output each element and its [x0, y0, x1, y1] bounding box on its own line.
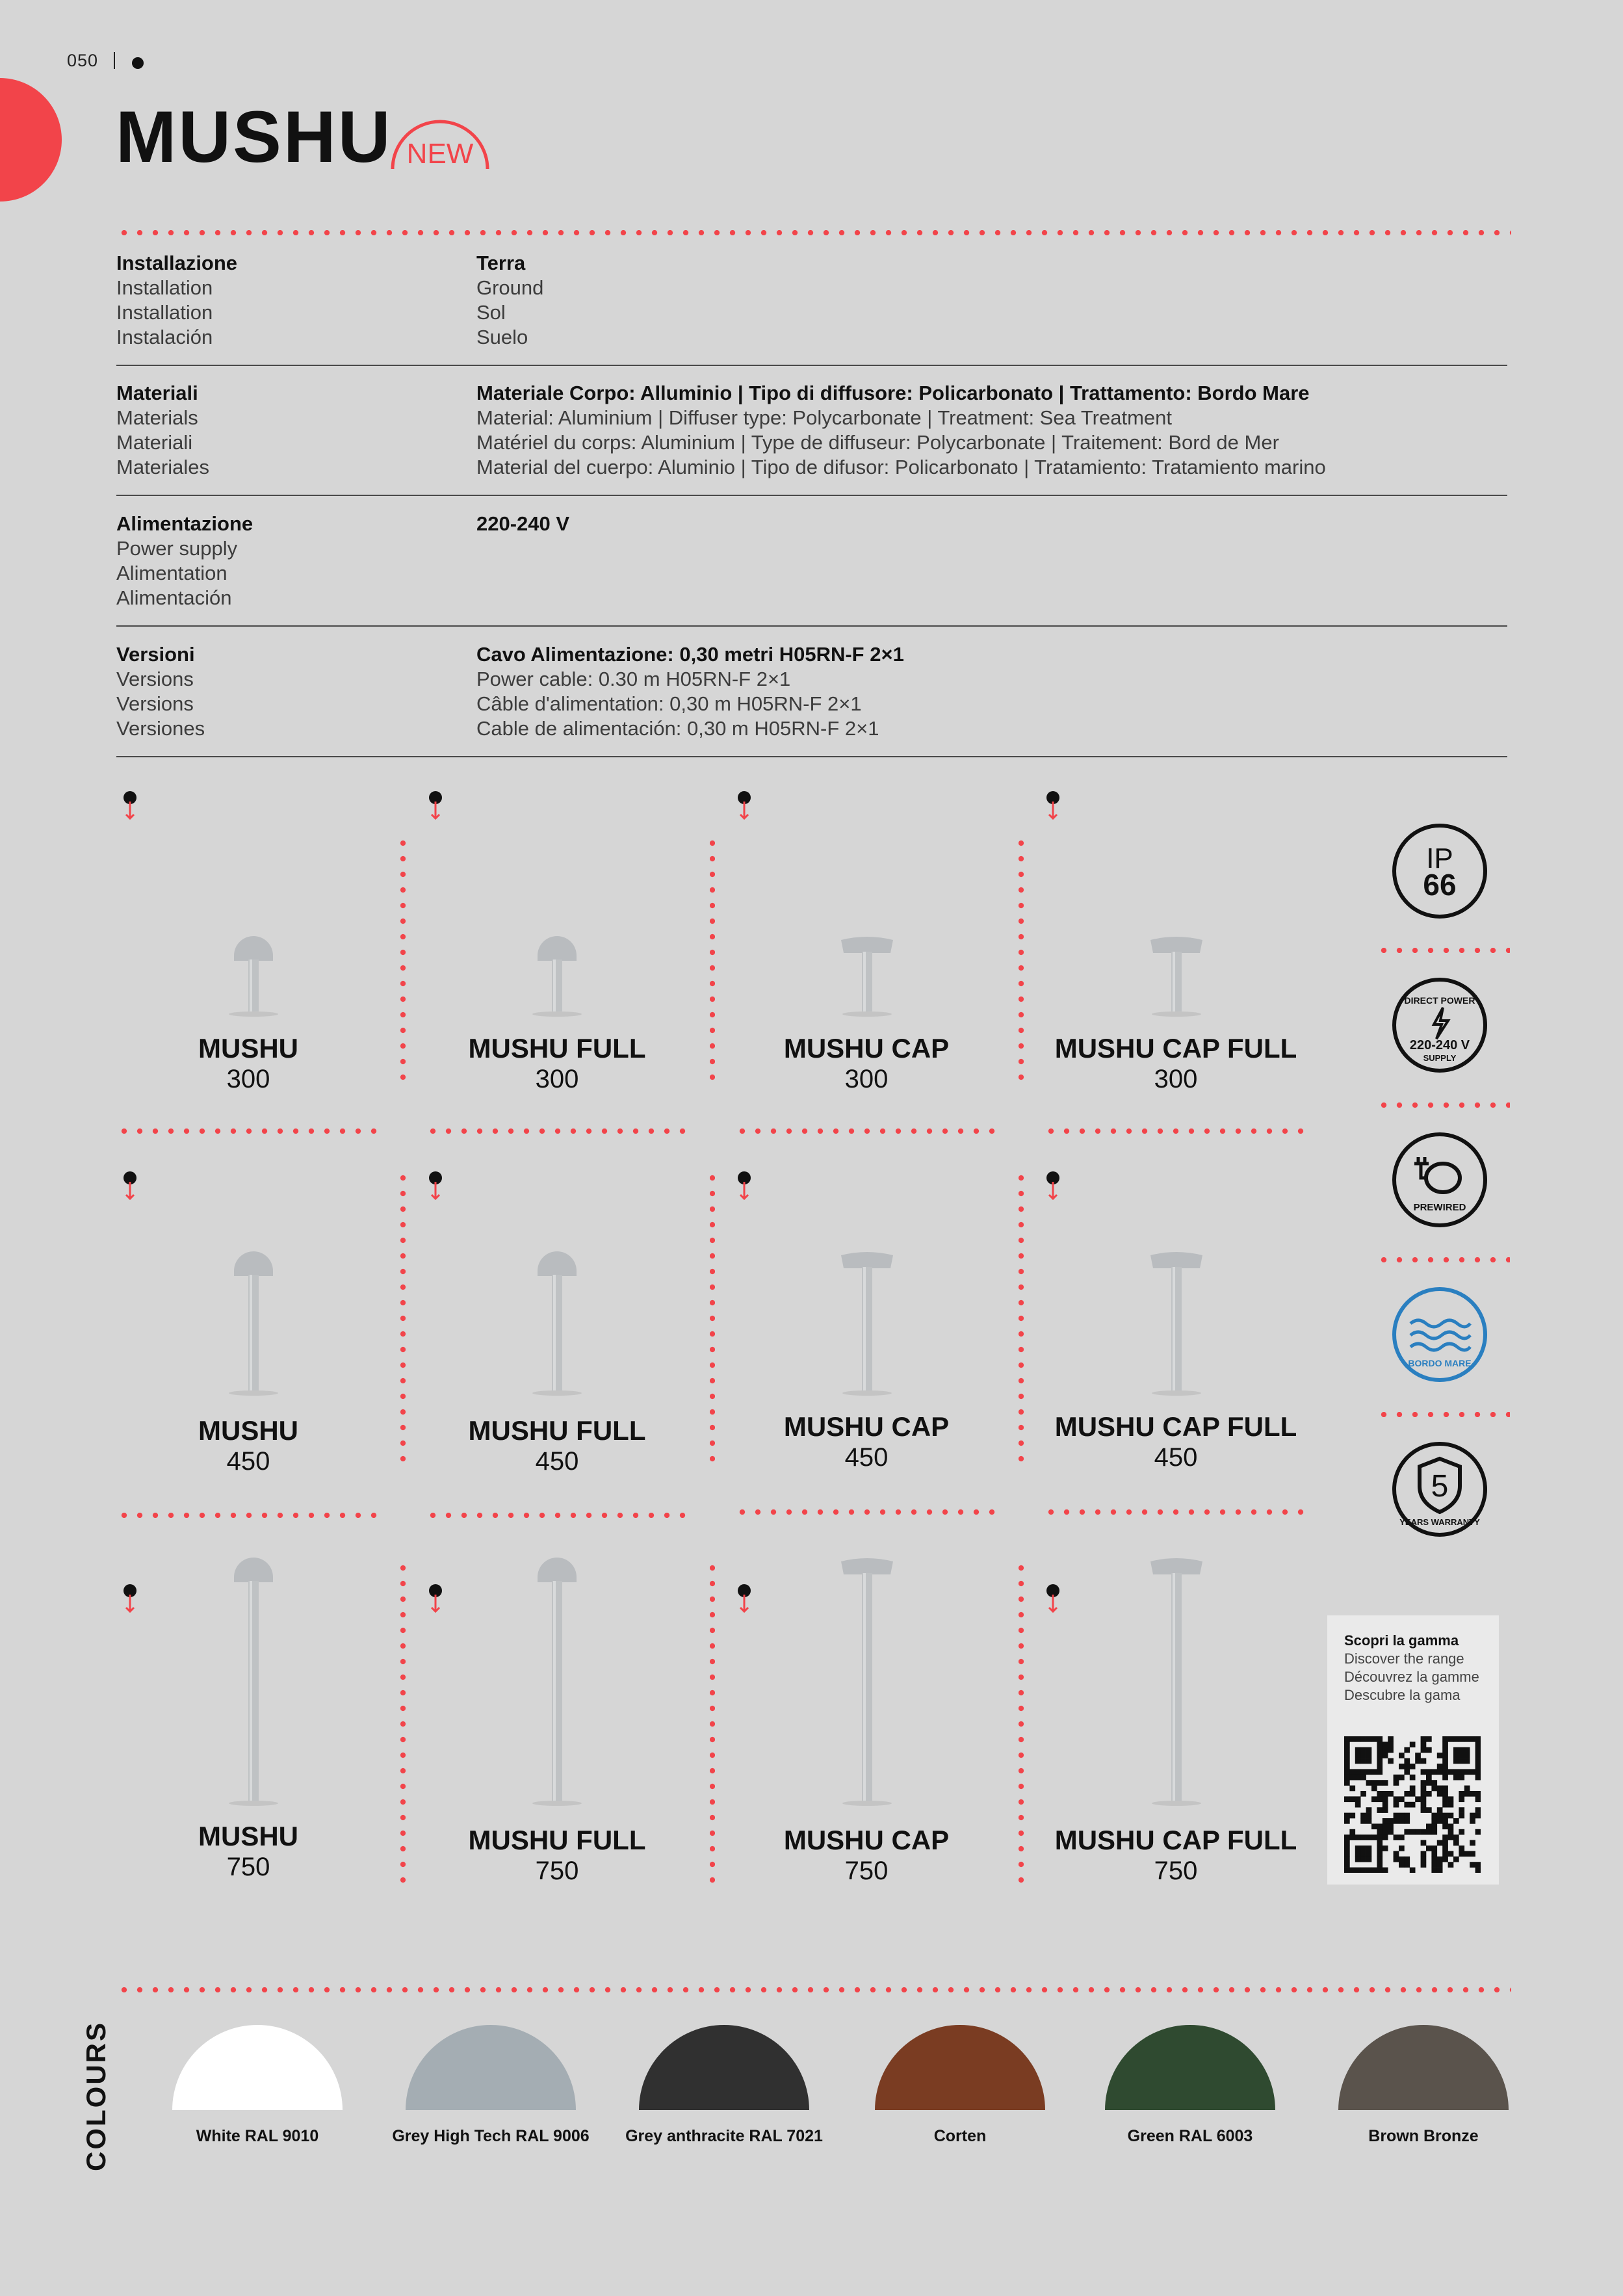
new-badge: NEW	[406, 138, 474, 170]
product-card	[125, 1416, 372, 1477]
section-divider	[116, 1987, 1511, 1992]
page-divider	[114, 52, 115, 69]
spec-labels: Installazione Installation Installation Instalación	[116, 252, 238, 348]
swatch-grey-anthracite	[639, 2025, 809, 2110]
product-image-mushu-cap-450	[828, 1238, 906, 1398]
swatch-brown-bronze	[1338, 2025, 1509, 2110]
spec-row-power	[116, 512, 1507, 627]
spec-values: Terra Ground Sol Suelo	[476, 252, 544, 348]
product-card	[743, 1034, 990, 1095]
ground-install-icon	[426, 790, 445, 822]
grid-divider	[400, 835, 406, 1089]
colour-label: White RAL 9010	[196, 2127, 319, 2145]
product-name: MUSHU FULL	[468, 1415, 646, 1446]
product-card	[743, 1412, 990, 1473]
colour-label: Green RAL 6003	[1127, 2127, 1253, 2145]
product-size: 450	[535, 1447, 579, 1476]
product-image-mushu-300	[214, 923, 292, 1021]
colour-label: Grey High Tech RAL 9006	[392, 2127, 590, 2145]
product-image-mushu-full-300	[518, 923, 596, 1021]
product-image-mushu-cap-750	[828, 1541, 906, 1807]
qr-caption: Scopri la gamma Discover the range Découvrez la gamme Descubre la gama	[1344, 1632, 1479, 1703]
product-card	[743, 1825, 990, 1886]
bordo-mare-icon	[1391, 1286, 1488, 1383]
ground-install-icon	[426, 1583, 445, 1615]
spec-labels: Materiali Materials Materiali Materiales	[116, 382, 209, 478]
colour-label: Corten	[933, 2127, 987, 2145]
grid-divider	[1043, 1509, 1310, 1515]
product-name: MUSHU CAP FULL	[1054, 1825, 1297, 1855]
product-size: 750	[226, 1853, 270, 1881]
grid-divider	[1019, 1170, 1024, 1469]
qr-code-icon[interactable]	[1344, 1736, 1481, 1873]
grid-divider	[425, 1513, 692, 1518]
product-size: 450	[844, 1443, 889, 1472]
swatch-grey-high-tech	[406, 2025, 576, 2110]
colour-label: Grey anthracite RAL 7021	[625, 2127, 823, 2145]
ground-install-icon	[121, 1170, 139, 1203]
product-size: 450	[226, 1447, 270, 1476]
grid-divider	[400, 1560, 406, 1885]
accent-circle	[0, 78, 62, 202]
badge-divider	[1376, 1412, 1510, 1417]
ip-value: 66	[1423, 868, 1457, 902]
product-card	[1052, 1034, 1299, 1095]
product-image-mushu-cap-full-300	[1137, 923, 1215, 1021]
product-card	[1052, 1412, 1299, 1473]
grid-divider	[116, 1513, 383, 1518]
page-title: MUSHU	[116, 96, 393, 177]
colours-heading: COLOURS	[81, 2021, 111, 2171]
spec-row-versions	[116, 642, 1507, 757]
ground-install-icon	[121, 790, 139, 822]
product-image-mushu-450	[214, 1238, 292, 1398]
spec-values: Materiale Corpo: Alluminio | Tipo di diffusore: Policarbonato | Trattamento: Bordo Mare Material: Aluminium | Diffuser type: Polycarbonate | Treatment: Sea Treatment Matériel du corps: Aluminium | Type de diffuseur: Polycarbonate | Traitement: Bord de Mer Material del cuerpo: Aluminio | Tipo de difusor: Policarbonato | Tratamiento: Tratamiento marino	[476, 382, 1326, 478]
colour-label: Brown Bronze	[1368, 2127, 1479, 2145]
ground-install-icon	[735, 790, 753, 822]
grid-divider	[710, 835, 715, 1089]
direct-power-bottom: SUPPLY	[1423, 1053, 1457, 1063]
spec-row-installation	[116, 251, 1507, 366]
direct-power-icon	[1391, 976, 1488, 1074]
product-image-mushu-750	[214, 1541, 292, 1807]
page-number: 050	[67, 51, 99, 70]
spec-values: 220-240 V	[476, 512, 570, 535]
grid-divider	[710, 1560, 715, 1885]
product-size: 450	[1154, 1443, 1198, 1472]
badge-divider	[1376, 1102, 1510, 1108]
ip-label: IP	[1426, 842, 1453, 874]
direct-power-voltage: 220-240 V	[1409, 1038, 1470, 1052]
ground-install-icon	[1044, 790, 1062, 822]
grid-divider	[710, 1170, 715, 1469]
ground-install-icon	[735, 1583, 753, 1615]
product-size: 300	[226, 1065, 270, 1093]
prewired-icon	[1391, 1131, 1488, 1229]
product-image-mushu-full-750	[518, 1541, 596, 1807]
product-name: MUSHU CAP FULL	[1054, 1033, 1297, 1063]
grid-divider	[116, 1128, 383, 1134]
grid-divider	[1019, 835, 1024, 1089]
spec-row-materials	[116, 381, 1507, 496]
swatch-white	[172, 2025, 343, 2110]
product-name: MUSHU CAP	[783, 1033, 950, 1063]
grid-divider	[1043, 1128, 1310, 1134]
product-name: MUSHU CAP FULL	[1054, 1411, 1297, 1442]
grid-divider	[400, 1170, 406, 1469]
ground-install-icon	[1044, 1170, 1062, 1203]
product-card	[125, 1821, 372, 1883]
product-image-mushu-cap-full-750	[1137, 1541, 1215, 1807]
spec-labels: Versioni Versions Versions Versiones	[116, 643, 205, 740]
ip66-icon	[1391, 822, 1488, 920]
ground-install-icon	[426, 1170, 445, 1203]
prewired-label: PREWIRED	[1413, 1202, 1466, 1213]
product-size: 300	[535, 1065, 579, 1093]
swatch-green	[1105, 2025, 1275, 2110]
product-size: 300	[844, 1065, 889, 1093]
product-name: MUSHU CAP	[783, 1411, 950, 1442]
spec-values: Cavo Alimentazione: 0,30 metri H05RN-F 2×1 Power cable: 0.30 m H05RN-F 2×1 Câble d'alimentation: 0,30 m H05RN-F 2×1 Cable de alimentación: 0,30 m H05RN-F 2×1	[476, 643, 904, 740]
warranty-years: 5	[1431, 1469, 1449, 1504]
product-card	[434, 1416, 681, 1477]
product-size: 750	[1154, 1857, 1198, 1885]
badge-divider	[1376, 1257, 1510, 1262]
ground-install-icon	[1044, 1583, 1062, 1615]
product-name: MUSHU	[198, 1033, 298, 1063]
product-name: MUSHU FULL	[468, 1825, 646, 1855]
product-size: 300	[1154, 1065, 1198, 1093]
product-card	[125, 1034, 372, 1095]
product-name: MUSHU	[198, 1415, 298, 1446]
grid-divider	[734, 1128, 1001, 1134]
grid-divider	[734, 1509, 1001, 1515]
section-divider	[116, 230, 1511, 235]
warranty-shield-icon	[1391, 1441, 1488, 1538]
product-card	[434, 1034, 681, 1095]
ground-install-icon	[121, 1583, 139, 1615]
page-dot	[132, 57, 144, 69]
product-image-mushu-cap-300	[828, 923, 906, 1021]
product-image-mushu-full-450	[518, 1238, 596, 1398]
direct-power-top: DIRECT POWER	[1404, 995, 1475, 1006]
ground-install-icon	[735, 1170, 753, 1203]
badge-divider	[1376, 948, 1510, 953]
product-size: 750	[535, 1857, 579, 1885]
swatch-corten	[875, 2025, 1045, 2110]
product-name: MUSHU FULL	[468, 1033, 646, 1063]
bordo-mare-label: BORDO MARE	[1408, 1358, 1472, 1368]
product-card	[1052, 1825, 1299, 1886]
grid-divider	[425, 1128, 692, 1134]
product-size: 750	[844, 1857, 889, 1885]
warranty-label: YEARS WARRANTY	[1399, 1517, 1480, 1527]
spec-labels: Alimentazione Power supply Alimentation Alimentación	[116, 512, 253, 609]
product-name: MUSHU CAP	[783, 1825, 950, 1855]
product-card	[434, 1825, 681, 1886]
product-name: MUSHU	[198, 1821, 298, 1851]
grid-divider	[1019, 1560, 1024, 1885]
product-image-mushu-cap-full-450	[1137, 1238, 1215, 1398]
